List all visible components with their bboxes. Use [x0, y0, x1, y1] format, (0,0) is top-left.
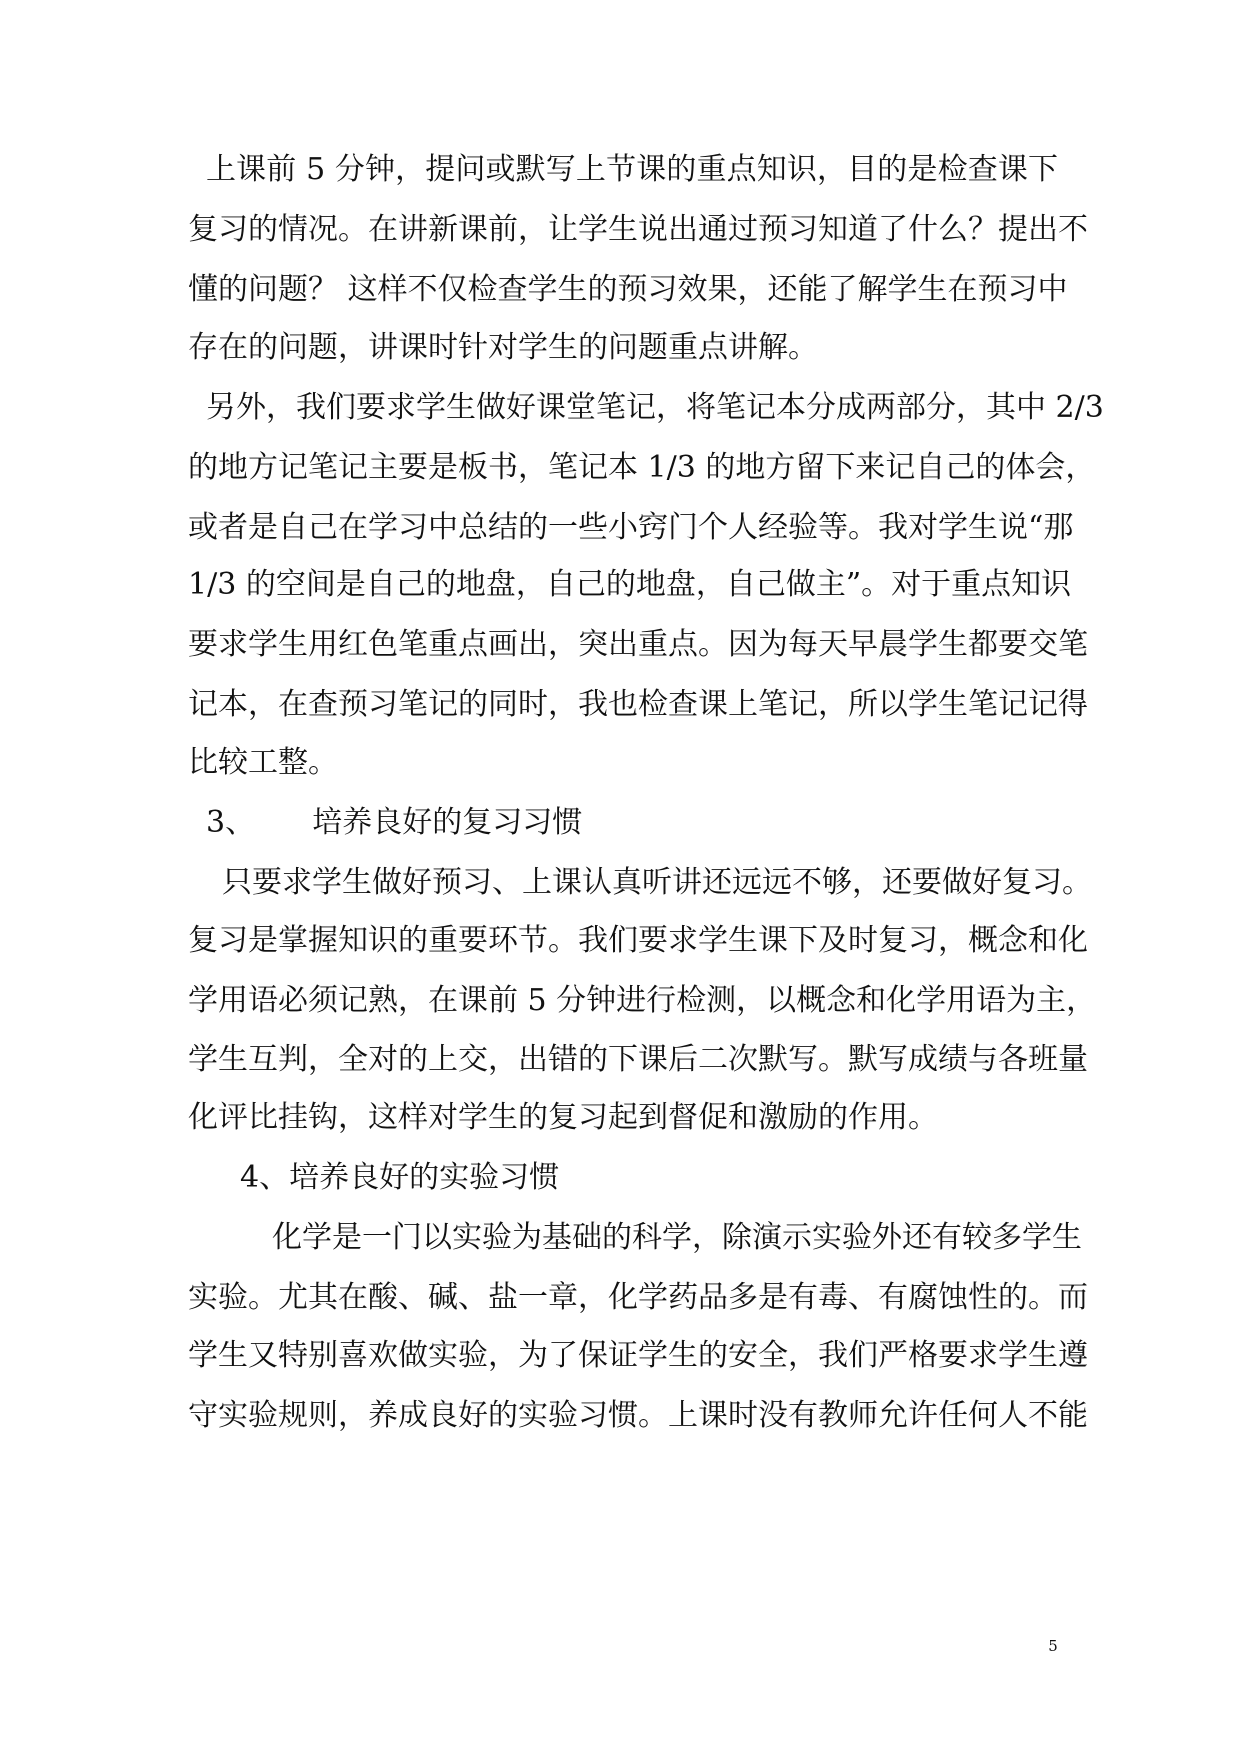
paragraph-2-line-3: 或者是自己在学习中总结的一些小窍门个人经验等。我对学生说“那 [188, 510, 1074, 545]
paragraph-2-line-2: 的地方记笔记主要是板书，笔记本 1/3 的地方留下来记自己的体会， [188, 450, 1096, 485]
page-number: 5 [1048, 1637, 1058, 1655]
paragraph-4-line-1: 化学是一门以实验为基础的科学，除演示实验外还有较多学生 [272, 1220, 1082, 1255]
paragraph-3-line-2: 复习是掌握知识的重要环节。我们要求学生课下及时复习，概念和化 [188, 923, 1088, 958]
paragraph-3-line-1: 只要求学生做好预习、上课认真听讲还远远不够，还要做好复习。 [222, 865, 1092, 900]
paragraph-2-line-1: 另外，我们要求学生做好课堂笔记，将笔记本分成两部分，其中 2/3 [206, 390, 1104, 425]
paragraph-1-line-1: 上课前 5 分钟，提问或默写上节课的重点知识，目的是检查课下 [206, 152, 1058, 187]
paragraph-2-line-6: 记本，在查预习笔记的同时，我也检查课上笔记，所以学生笔记记得 [188, 687, 1088, 722]
paragraph-1-line-3: 懂的问题？ 这样不仅检查学生的预习效果，还能了解学生在预习中 [188, 272, 1068, 307]
paragraph-1-line-4: 存在的问题，讲课时针对学生的问题重点讲解。 [188, 330, 818, 365]
paragraph-4-line-4: 守实验规则，养成良好的实验习惯。上课时没有教师允许任何人不能 [188, 1398, 1088, 1433]
paragraph-4-line-3: 学生又特别喜欢做实验，为了保证学生的安全，我们严格要求学生遵 [188, 1338, 1088, 1373]
paragraph-3-line-5: 化评比挂钩，这样对学生的复习起到督促和激励的作用。 [188, 1100, 938, 1135]
section-heading-3: 3、 培养良好的复习习惯 [206, 805, 583, 840]
paragraph-1-line-2: 复习的情况。在讲新课前，让学生说出通过预习知道了什么？提出不 [188, 212, 1088, 247]
paragraph-4-line-2: 实验。尤其在酸、碱、盐一章，化学药品多是有毒、有腐蚀性的。而 [188, 1280, 1088, 1315]
paragraph-2-line-7: 比较工整。 [188, 745, 338, 780]
paragraph-3-line-3: 学用语必须记熟，在课前 5 分钟进行检测，以概念和化学用语为主， [188, 983, 1097, 1018]
paragraph-2-line-4: 1/3 的空间是自己的地盘，自己的地盘，自己做主”。对于重点知识 [188, 567, 1072, 602]
paragraph-3-line-4: 学生互判，全对的上交，出错的下课后二次默写。默写成绩与各班量 [188, 1042, 1088, 1077]
section-heading-4: 4、培养良好的实验习惯 [240, 1160, 560, 1195]
paragraph-2-line-5: 要求学生用红色笔重点画出，突出重点。因为每天早晨学生都要交笔 [188, 627, 1088, 662]
